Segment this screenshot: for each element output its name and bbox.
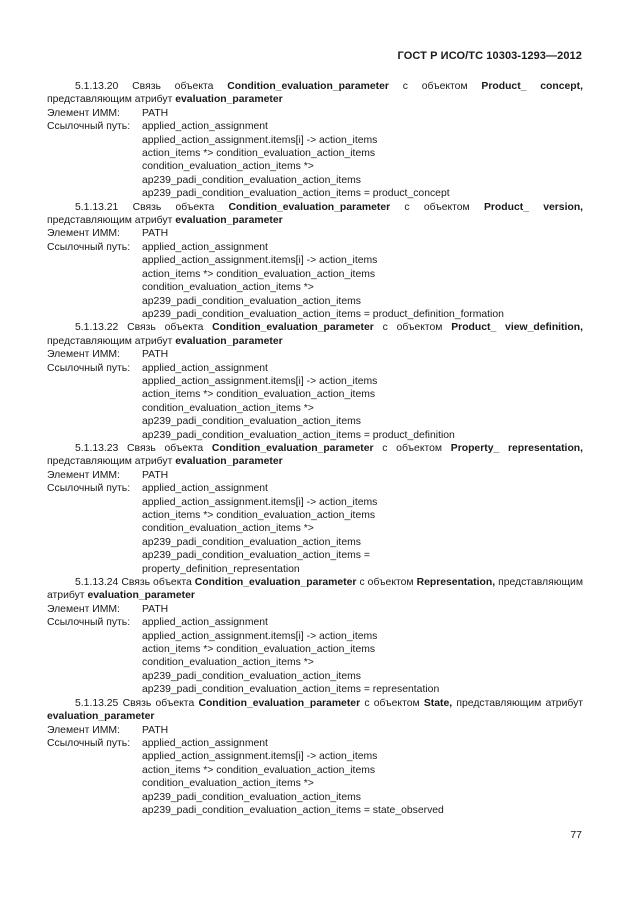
element-label: Элемент ИММ:: [47, 228, 120, 240]
reference-path-row: [47, 241, 583, 254]
page-number: 77: [570, 829, 582, 841]
clause-target-name: Product_ version,: [483, 201, 584, 213]
clause-text-rest: представляющим атрибут: [47, 577, 583, 602]
reference-path-line: ap239_padi_condition_evaluation_action_items: [142, 670, 361, 682]
clause-number: 5.1.13.23: [75, 442, 119, 454]
clause-number: 5.1.13.20: [75, 81, 119, 92]
clause-number: 5.1.13.22: [75, 322, 119, 334]
clause-target-name: Representation,: [416, 577, 496, 589]
reference-path-row: [47, 362, 583, 375]
reference-path-line: condition_evaluation_action_items *>: [142, 657, 314, 669]
clause-text-with: с объектом: [402, 81, 468, 92]
clause-section: [47, 321, 583, 442]
clause-heading: [47, 442, 583, 469]
reference-path-label: Ссылочный путь:: [47, 737, 131, 749]
page-header-standard: ГОСТ Р ИСО/ТС 10303-1293—2012: [397, 50, 582, 62]
clause-attribute-name: evaluation_parameter: [175, 215, 283, 227]
reference-path-row: [47, 737, 583, 750]
reference-path-row: [47, 482, 583, 495]
reference-path-line: applied_action_assignment: [142, 737, 268, 749]
reference-path-line: ap239_padi_condition_evaluation_action_items = product_concept: [142, 188, 450, 200]
element-row: [47, 603, 583, 616]
clause-number: 5.1.13.21: [75, 201, 119, 213]
reference-path-line: ap239_padi_condition_evaluation_action_items: [142, 295, 361, 307]
element-value: PATH: [142, 349, 169, 361]
clause-text-link: Связь объекта: [121, 577, 192, 589]
clause-heading: [47, 80, 583, 107]
reference-path-line: action_items *> condition_evaluation_action_items: [142, 510, 376, 521]
clause-section: [47, 442, 583, 576]
reference-path-line: ap239_padi_condition_evaluation_action_items = product_definition: [142, 429, 455, 441]
reference-path-row: [47, 616, 583, 629]
reference-path-line: condition_evaluation_action_items *>: [142, 161, 314, 173]
element-value: PATH: [142, 603, 169, 615]
reference-path-line: ap239_padi_condition_evaluation_action_items = state_observed: [142, 804, 444, 816]
clause-target-name: State,: [423, 697, 453, 709]
clause-attribute-name: evaluation_parameter: [87, 590, 195, 602]
clause-number: 5.1.13.25: [75, 697, 119, 709]
clause-object-name: Condition_evaluation_parameter: [227, 81, 389, 92]
reference-path-line: action_items *> condition_evaluation_action_items: [142, 644, 376, 656]
reference-path-line: condition_evaluation_action_items *>: [142, 282, 314, 294]
reference-path-line: condition_evaluation_action_items *>: [142, 523, 314, 535]
element-value: PATH: [142, 469, 169, 481]
reference-path-label: Ссылочный путь:: [47, 241, 131, 253]
clause-text-link: Связь объекта: [127, 322, 204, 334]
reference-path-line: applied_action_assignment: [142, 483, 268, 495]
clause-text-with: с объектом: [382, 322, 443, 334]
clause-object-name: Condition_evaluation_parameter: [212, 322, 374, 334]
element-value: PATH: [142, 724, 169, 736]
element-label: Элемент ИММ:: [47, 603, 120, 615]
element-label: Элемент ИММ:: [47, 469, 120, 481]
element-row: [47, 724, 583, 737]
reference-path-line: applied_action_assignment: [142, 362, 268, 374]
reference-path-line: ap239_padi_condition_evaluation_action_items: [142, 416, 361, 428]
clause-target-name: Product_ concept,: [481, 81, 583, 92]
reference-path-line: condition_evaluation_action_items *>: [142, 778, 314, 790]
clause-section: [47, 201, 583, 322]
clause-target-name: Product_ view_definition,: [451, 322, 583, 334]
clause-text-rest: представляющим атрибут: [47, 335, 173, 347]
clause-text-link: Связь объекта: [122, 697, 195, 709]
reference-path-line: action_items *> condition_evaluation_action_items: [142, 764, 376, 776]
clause-object-name: Condition_evaluation_parameter: [211, 442, 374, 454]
reference-path-line: ap239_padi_condition_evaluation_action_items = product_definition_formation: [142, 308, 504, 320]
reference-path-line: applied_action_assignment.items[i] -> action_items: [142, 134, 378, 146]
clause-text-rest: представляющим атрибут: [456, 697, 584, 709]
reference-path-line: applied_action_assignment.items[i] -> action_items: [142, 630, 378, 642]
clause-attribute-name: evaluation_parameter: [47, 711, 155, 723]
element-label: Элемент ИММ:: [47, 724, 120, 736]
reference-path-label: Ссылочный путь:: [47, 617, 131, 629]
reference-path-line: ap239_padi_condition_evaluation_action_items: [142, 791, 361, 803]
reference-path-label: Ссылочный путь:: [47, 483, 131, 495]
element-label: Элемент ИММ:: [47, 107, 120, 119]
clause-heading: [47, 576, 583, 603]
element-row: [47, 227, 583, 240]
element-row: [47, 469, 583, 482]
clause-heading: [47, 697, 583, 724]
clause-attribute-name: evaluation_parameter: [175, 335, 283, 347]
reference-path-line: property_definition_representation: [142, 563, 300, 575]
reference-path-line: applied_action_assignment: [142, 241, 268, 253]
element-label: Элемент ИММ:: [47, 349, 120, 361]
clause-text-rest: представляющим атрибут: [47, 215, 173, 227]
document-body: [47, 80, 583, 817]
reference-path-line: ap239_padi_condition_evaluation_action_items = representation: [142, 684, 440, 696]
element-row: [47, 107, 583, 120]
reference-path-line: ap239_padi_condition_evaluation_action_items: [142, 536, 361, 548]
clause-attribute-name: evaluation_parameter: [175, 456, 283, 468]
clause-heading: [47, 201, 583, 228]
reference-path-label: Ссылочный путь:: [47, 121, 131, 133]
clause-object-name: Condition_evaluation_parameter: [228, 201, 391, 213]
clause-text-link: Связь объекта: [132, 201, 215, 213]
element-value: PATH: [142, 107, 169, 119]
clause-target-name: Property_ representation,: [450, 442, 584, 454]
clause-text-link: Связь объекта: [132, 81, 214, 92]
clause-heading: [47, 321, 583, 348]
clause-attribute-name: evaluation_parameter: [175, 94, 283, 106]
clause-text-link: Связь объекта: [127, 442, 204, 454]
reference-path-line: ap239_padi_condition_evaluation_action_items =: [142, 550, 370, 562]
reference-path-line: condition_evaluation_action_items *>: [142, 402, 314, 414]
reference-path-row: [47, 120, 583, 133]
clause-object-name: Condition_evaluation_parameter: [198, 697, 361, 709]
clause-text-rest: представляющим атрибут: [47, 94, 173, 106]
clause-section: [47, 80, 583, 201]
clause-section: [47, 697, 583, 818]
clause-number: 5.1.13.24: [75, 577, 119, 589]
reference-path-line: applied_action_assignment.items[i] -> action_items: [142, 496, 378, 508]
reference-path-line: applied_action_assignment: [142, 617, 268, 629]
reference-path-line: action_items *> condition_evaluation_action_items: [142, 389, 376, 401]
clause-text-with: с объектом: [364, 697, 420, 709]
reference-path-line: action_items *> condition_evaluation_action_items: [142, 148, 376, 160]
reference-path-line: applied_action_assignment.items[i] -> action_items: [142, 375, 378, 387]
reference-path-line: ap239_padi_condition_evaluation_action_items: [142, 174, 361, 186]
clause-text-with: с объектом: [359, 577, 414, 589]
clause-text-with: с объектом: [404, 201, 470, 213]
reference-path-line: applied_action_assignment.items[i] -> action_items: [142, 255, 378, 267]
clause-section: [47, 576, 583, 697]
reference-path-line: applied_action_assignment: [142, 121, 268, 133]
element-row: [47, 348, 583, 361]
clause-text-with: с объектом: [382, 442, 443, 454]
reference-path-label: Ссылочный путь:: [47, 362, 131, 374]
reference-path-line: action_items *> condition_evaluation_action_items: [142, 268, 376, 280]
element-value: PATH: [142, 228, 169, 240]
clause-text-rest: представляющим атрибут: [47, 456, 173, 468]
clause-object-name: Condition_evaluation_parameter: [194, 577, 357, 589]
reference-path-line: applied_action_assignment.items[i] -> action_items: [142, 751, 378, 763]
